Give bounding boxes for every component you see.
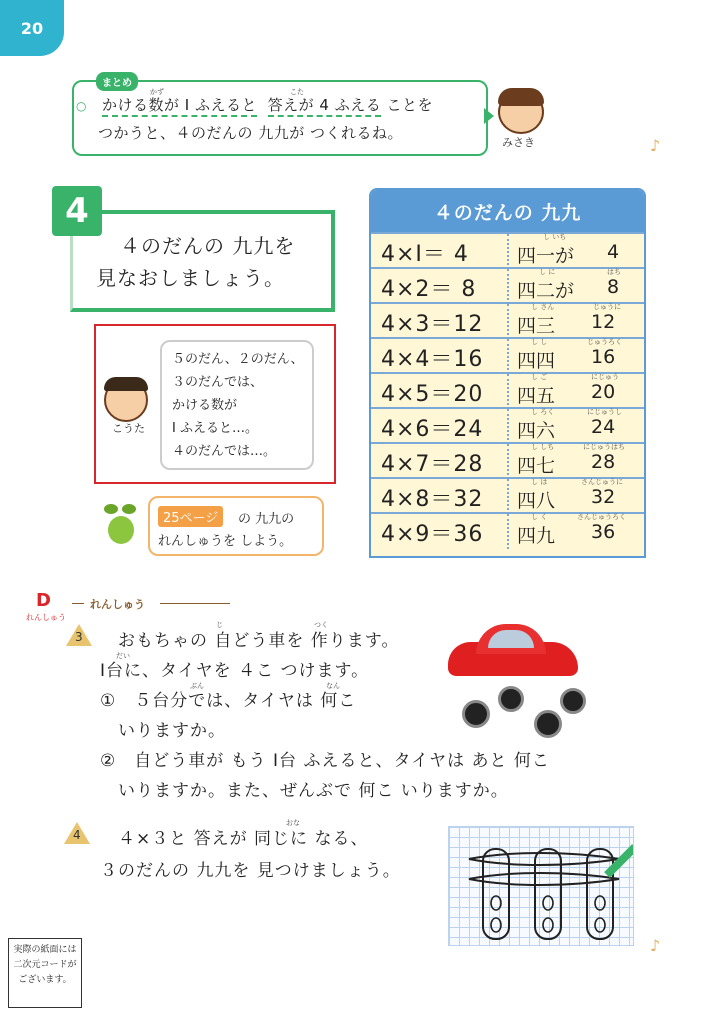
- summary-box: [72, 80, 488, 156]
- ruby-dai: だい: [116, 652, 130, 660]
- misaki-name: みさき: [502, 136, 535, 149]
- problem-3-sub-2: ② 自どう車が もう Ⅰ台 ふえると、タイヤは あと 何こ: [100, 751, 550, 771]
- hint-line: ５のだん、２のだん、: [172, 352, 304, 367]
- problem-3-number: 3: [75, 630, 83, 644]
- ruby-kazu: かず: [150, 88, 164, 96]
- summary-line-1: かける数が Ⅰ ふえると 答えが 4 ふえる ことを: [102, 94, 433, 115]
- magnifier-icon: ○: [76, 99, 87, 113]
- hint-line: Ⅰ ふえると…。: [172, 421, 258, 436]
- ruby-tsuku: つく: [314, 621, 328, 629]
- ruby-ji: じ: [216, 621, 223, 629]
- table-row: 4×2＝ 8 し に はち 四二が 8: [371, 267, 644, 304]
- problem-4-line-2: 見なおしましょう。: [96, 266, 285, 290]
- problem-4-practice-line-2: ３のだんの 九九を 見つけましょう。: [100, 861, 401, 881]
- practice-mark-sub: れんしゅう: [26, 613, 66, 622]
- sprout-mascot-icon: [104, 502, 138, 548]
- divider: [160, 603, 230, 604]
- table-row: 4×8＝32 し は さんじゅうに 四八 32: [371, 477, 644, 514]
- hint-line: ３のだんでは、: [172, 375, 264, 390]
- divider: [72, 603, 84, 604]
- page-number: 20: [0, 0, 64, 56]
- problem-4-line-1: ４のだんの 九九を: [120, 234, 296, 258]
- page-reference-text-1: の 九九の: [238, 512, 295, 527]
- tire-image: [534, 710, 562, 738]
- table-row: 4×6＝24 し ろく にじゅうし 四六 24: [371, 407, 644, 444]
- table-row: 4×7＝28 し しち にじゅうはち 四七 28: [371, 442, 644, 479]
- problem-4-box: [70, 210, 335, 312]
- page-reference-text-2: れんしゅうを しよう。: [158, 534, 293, 549]
- hint-line: かける数が: [172, 398, 238, 413]
- table-row: 4×9＝36 し く さんじゅうろく 四九 36: [371, 512, 644, 549]
- kouta-avatar: [104, 378, 148, 422]
- toy-car-image: [448, 620, 580, 682]
- bell-icon: ♪: [650, 936, 661, 955]
- table-row: 4×3＝12 し さん じゅうに 四三 12: [371, 302, 644, 339]
- ruby-ona: おな: [286, 819, 300, 827]
- bell-icon: ♪: [650, 136, 661, 155]
- problem-4-number: 4: [52, 186, 102, 236]
- grid-drawing-image: [448, 826, 634, 946]
- problem-3-line-2: Ⅰ台に、タイヤを ４こ つけます。: [100, 661, 370, 681]
- problem-3-sub-2b: いりますか。また、ぜんぶで 何こ いりますか。: [118, 781, 509, 801]
- practice-heading: れんしゅう: [90, 598, 145, 611]
- tire-image: [498, 686, 524, 712]
- table-title: ４のだんの 九九: [371, 190, 644, 232]
- problem-3-line-1: おもちゃの 自どう車を 作ります。: [118, 631, 400, 651]
- problem-4-practice-line-1: ４×３と 答えが 同じに なる、: [118, 829, 369, 849]
- problem-3-sub-1: ① ５台分では、タイヤは 何こ: [100, 691, 357, 711]
- practice-mark: D: [36, 590, 51, 611]
- speech-pointer: [484, 108, 494, 124]
- misaki-avatar: [498, 90, 544, 134]
- problem-3-sub-1b: いりますか。: [118, 721, 226, 741]
- problem-4-practice-number: 4: [73, 828, 81, 842]
- ruby-kotae: こた: [290, 88, 304, 96]
- hint-line: ４のだんでは…。: [172, 444, 277, 459]
- table-row: 4×5＝20 し ご にじゅう 四五 20: [371, 372, 644, 409]
- multiplication-table: [369, 188, 646, 558]
- table-row: 4×Ⅰ＝ 4 し いち 四一が 4: [371, 232, 644, 269]
- ruby-nan: なん: [326, 682, 340, 690]
- qr-code-note: 実際の紙面には 二次元コードが ございます。: [8, 938, 82, 1008]
- tire-image: [560, 688, 586, 714]
- ruby-bun: ぶん: [190, 682, 204, 690]
- tire-image: [462, 700, 490, 728]
- kouta-name: こうた: [112, 422, 145, 435]
- summary-tag: まとめ: [96, 72, 138, 91]
- page-reference-badge[interactable]: 25ページ: [158, 506, 223, 527]
- summary-line-2: つかうと、４のだんの 九九が つくれるね。: [98, 124, 404, 142]
- table-row: 4×4＝16 し し じゅうろく 四四 16: [371, 337, 644, 374]
- hint-speech-bubble: [160, 340, 314, 470]
